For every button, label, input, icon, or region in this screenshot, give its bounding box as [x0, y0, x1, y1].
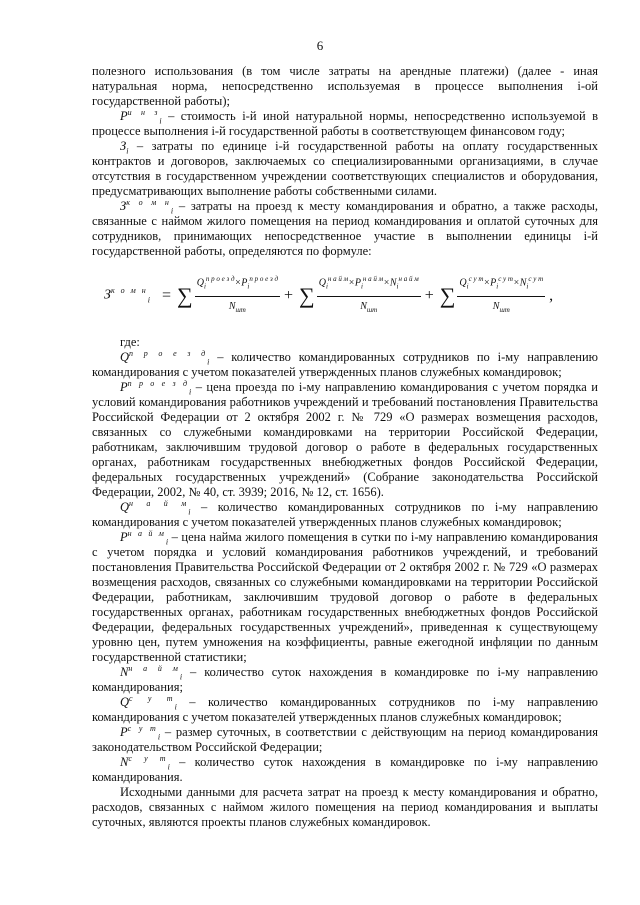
sum-sign: ∑ — [439, 282, 456, 308]
page-number: 6 — [316, 38, 324, 53]
formula-plus: + — [424, 286, 434, 304]
where-label: где: — [120, 335, 140, 349]
definition-n-sut: $N^{с у т}_i$ – количество суток нахождения в командировке по i-му направлению командирования. — [92, 753, 598, 784]
symbol-p-proezd: $P^{п р о е з д}_i$ — [120, 378, 192, 397]
definition-q-naim: $Q^{н а й м}_i$ – количество командированных сотрудников по i-му направлению командирования с учетом показателей утвержденных планов служебных командировок; — [92, 498, 598, 529]
definition-p-sut: $P^{с у т}_i$ – размер суточных, в соответствии с действующим на период командирования законодательством Российской Федерации; — [92, 723, 598, 754]
definition-z-i: $З_i$ – затраты по единице i-й государственной работы на оплату государственных контрактов и договоров, заключаемых со специализированными организациями, в случае отсутствия в государственном учреждении соответствующих специалистов и оборудования, предусматривающих выполнение работы собственными силами. — [92, 139, 598, 198]
definition-p-naim: $P^{н а й м}_i$ – цена найма жилого помещения в сутки по i-му направлению командирования с учетом порядка и условий командирования работников учреждений, и требований постановления Правительства Российской Федерации от 2 октября 2002 г. № 729 «О размерах возмещения расходов, связанных со служебными командировками на территории Российской Федерации, работникам, заключившим трудовой договор о работе в федеральных государственных органах, работникам государственных внебюджетных фондов Российской Федерации, федеральных государственных учреждений», приведенная к существующему уровню цен, путем умножения на коэффициенты, равные ежегодной инфляции по данным государственной статистики; — [92, 528, 598, 664]
symbol-p-sut: $P^{с у т}_i$ — [120, 723, 161, 742]
symbol-n-naim: $N^{н а й м}_i$ — [120, 663, 183, 682]
fraction-proezd: $\frac{Q_i^{п р о е з д}\times P_i^{п р о е з д}}{N_{шт}}$ — [195, 272, 280, 318]
definition-q-sut: $Q^{с у т}_i$ – количество командированных сотрудников по i-му направлению командирования с учетом показателей утвержденных планов служебных командировок; — [92, 693, 598, 724]
symbol-p-inz: $P^{и н з}_i$ — [120, 107, 162, 126]
document-body — [92, 64, 598, 830]
symbol-q-naim: $Q^{н а й м}_i$ — [120, 498, 191, 517]
formula-lhs: $З^{к о м н}_i$ — [104, 285, 150, 305]
symbol-z-komn: $З^{к о м н}_i$ — [120, 197, 174, 216]
definition-z-komn: $З^{к о м н}_i$ – затраты на проезд к месту командирования и обратно, а также расходы, связанные с наймом жилого помещения на период командирования и оплатой суточных для сотрудников, принимающих непосредственное участие в выполнении единицы i-й государственной работы, определяются по формуле: — [92, 197, 598, 258]
formula-equals: = — [162, 286, 172, 304]
definition-p-inz: $P^{и н з}_i$ – стоимость i-й иной натуральной нормы, непосредственно используемой в процессе выполнения i-й государственной работы в соответствующем финансовом году; — [92, 107, 598, 138]
definition-n-naim: $N^{н а й м}_i$ – количество суток нахождения в командировке по i-му направлению командирования; — [92, 663, 598, 694]
paragraph-continuation: полезного использования (в том числе затраты на арендные платежи) (далее - иная натуральная норма, непосредственно используемая в процессе выполнения i-ой государственной работы); — [92, 64, 598, 108]
formula-plus: + — [284, 286, 294, 304]
sum-sign: ∑ — [299, 282, 315, 308]
paragraph-source-data: Исходными данными для расчета затрат на проезд к месту командирования и обратно, расходов, связанных с наймом жилого помещения на период командирования и выплаты суточных, являются проекты планов служебных командировок. — [92, 785, 598, 829]
symbol-q-sut: $Q^{с у т}_i$ — [120, 693, 177, 712]
sum-sign: ∑ — [177, 282, 193, 308]
fraction-naim: $\frac{Q_i^{н а й м}\times P_i^{н а й м}\times N_i^{н а й м}}{N_{шт}}$ — [317, 272, 421, 318]
definition-q-proezd: $Q^{п р о е з д}_i$ – количество командированных сотрудников по i-му направлению командирования с учетом показателей утвержденных планов служебных командировок; — [92, 348, 598, 379]
symbol-p-naim: $P^{н а й м}_i$ — [120, 528, 169, 547]
symbol-n-sut: $N^{с у т}_i$ — [120, 753, 170, 772]
symbol-q-proezd: $Q^{п р о е з д}_i$ — [120, 348, 210, 367]
fraction-sut: $\frac{Q_i^{с у т}\times P_i^{с у т}\times N_i^{с у т}}{N_{шт}}$ — [457, 272, 545, 318]
formula-end: , — [549, 286, 554, 304]
formula-komn — [104, 269, 598, 321]
symbol-z-i: $З_i$ — [120, 139, 129, 156]
definition-p-proezd: $P^{п р о е з д}_i$ – цена проезда по i-му направлению командирования с учетом порядка и условий командирования работников учреждений и требований постановления Правительства Российской Федерации от 2 октября 2002 г. № 729 «О размерах возмещения расходов, связанных со служебными командировками на территории Российской Федерации, работникам, заключившим трудовой договор о работе в федеральных государственных органах, работникам государственных внебюджетных фондов Российской Федерации, федеральных государственных учреждений» (Собрание законодательства Российской Федерации, 2002, № 40, ст. 3939; 2016, № 12, ст. 1656). — [92, 378, 598, 499]
